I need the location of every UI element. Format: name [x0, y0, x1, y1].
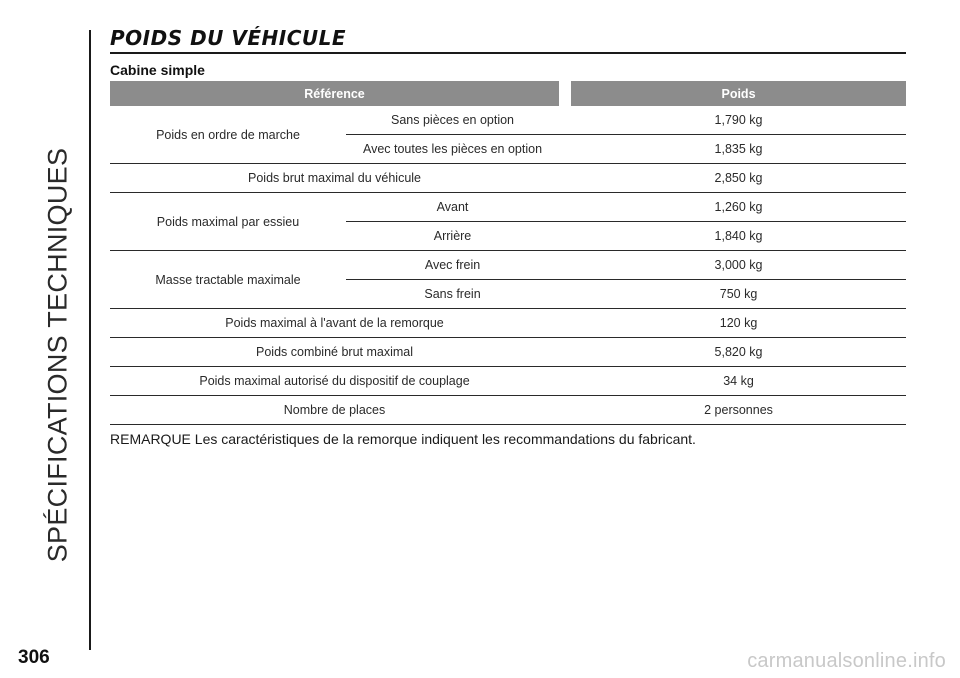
row-value: 750 kg — [571, 280, 906, 309]
watermark-text: carmanualsonline.info — [747, 650, 946, 672]
header-weight: Poids — [571, 81, 906, 106]
row-value: 1,790 kg — [571, 106, 906, 135]
row-value: 1,260 kg — [571, 193, 906, 222]
table-row — [110, 309, 906, 338]
row-label: Poids maximal par essieu — [110, 193, 346, 251]
row-value: 5,820 kg — [571, 338, 906, 367]
header-gap — [559, 81, 571, 106]
row-sublabel: Arrière — [346, 222, 559, 251]
header-reference: Référence — [110, 81, 559, 106]
row-value: 120 kg — [571, 309, 906, 338]
side-section-title: SPÉCIFICATIONS TECHNIQUES — [42, 147, 73, 563]
row-label: Poids maximal autorisé du dispositif de couplage — [110, 367, 559, 396]
page-title: POIDS DU VÉHICULE — [110, 26, 347, 50]
row-label: Poids brut maximal du véhicule — [110, 164, 559, 193]
row-sublabel: Sans frein — [346, 280, 559, 309]
title-rule — [110, 52, 906, 54]
table-header-row — [110, 81, 906, 106]
table-row — [110, 338, 906, 367]
row-label: Nombre de places — [110, 396, 559, 425]
weights-table — [110, 81, 906, 425]
row-label: Poids en ordre de marche — [110, 106, 346, 164]
table-row — [110, 367, 906, 396]
row-value: 1,840 kg — [571, 222, 906, 251]
remark-note: REMARQUE Les caractéristiques de la remorque indiquent les recommandations du fabricant. — [110, 431, 696, 447]
row-label: Poids maximal à l'avant de la remorque — [110, 309, 559, 338]
row-value: 3,000 kg — [571, 251, 906, 280]
table-row — [110, 164, 906, 193]
table-row — [110, 396, 906, 425]
side-rule — [89, 30, 91, 650]
row-value: 34 kg — [571, 367, 906, 396]
row-label: Poids combiné brut maximal — [110, 338, 559, 367]
section-subtitle: Cabine simple — [110, 62, 205, 78]
row-value: 2,850 kg — [571, 164, 906, 193]
table-row — [110, 106, 906, 135]
row-value: 2 personnes — [571, 396, 906, 425]
table-row — [110, 251, 906, 280]
page-number: 306 — [18, 647, 50, 668]
row-sublabel: Sans pièces en option — [346, 106, 559, 135]
table-row — [110, 193, 906, 222]
row-sublabel: Avec frein — [346, 251, 559, 280]
row-value: 1,835 kg — [571, 135, 906, 164]
row-sublabel: Avant — [346, 193, 559, 222]
row-sublabel: Avec toutes les pièces en option — [346, 135, 559, 164]
row-label: Masse tractable maximale — [110, 251, 346, 309]
